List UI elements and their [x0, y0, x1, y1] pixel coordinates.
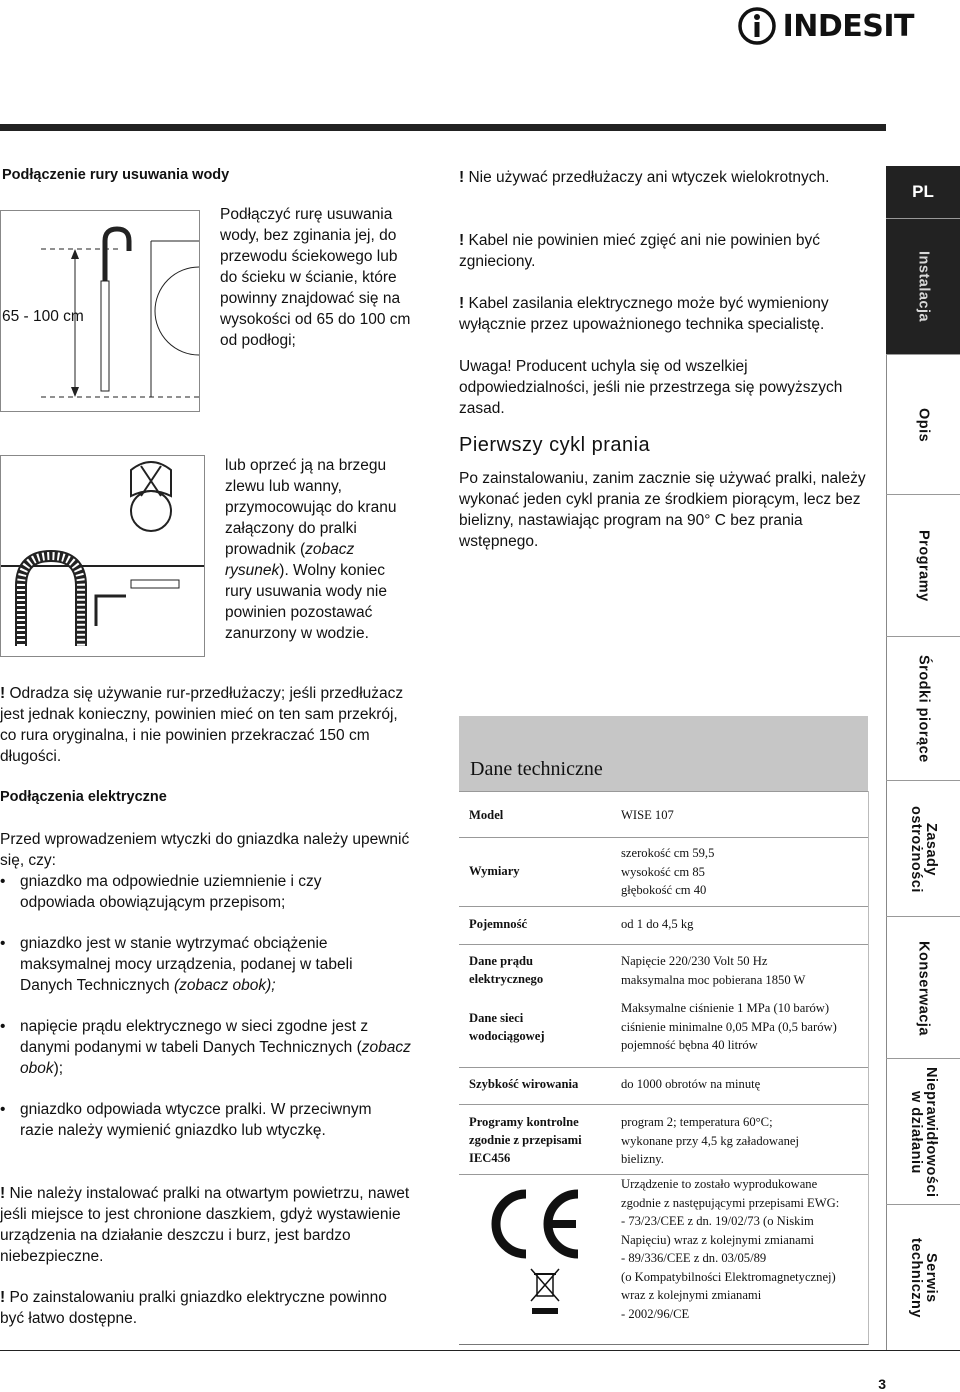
sink-hose-illustration [0, 455, 205, 657]
access-warning: ! Po zainstalowaniu pralki gniazdko elektryczne powinno być łatwo dostępne. [0, 1289, 387, 1327]
tab-nieprawidlowosci[interactable]: Nieprawidłowości w działaniu [886, 1058, 960, 1205]
brand-name: INDESIT [782, 8, 914, 44]
drain-text-1: Podłączyć rurę usuwania wody, bez zginania jej, do przewodu ściekowego lub do ścieku w ścianie, które powinny znajdować się na wysokości od 65 do 100 cm od podłogi; [220, 206, 411, 349]
table-row: Dane prądu elektrycznego Napięcie 220/230 Volt 50 Hz maksymalna moc pobierana 1850 W [459, 944, 868, 1000]
first-cycle-text: Po zainstalowaniu, zanim zacznie się używać pralki, należy wykonać jeden cykl prania ze środkiem piorącym, lecz bez bielizny, nastawiając program na 90° C bez prania wstępnego. [459, 470, 866, 550]
weee-bin [528, 1266, 562, 1321]
ce-mark [478, 1182, 588, 1267]
tab-programy[interactable]: Programy [886, 494, 960, 637]
drain-heading: Podłączenie rury usuwania wody [2, 167, 230, 183]
table-row: Szybkość wirowania do 1000 obrotów na minutę [459, 1067, 868, 1105]
tab-instalacja[interactable]: Instalacja [886, 218, 960, 355]
brand-logo [737, 6, 914, 46]
hose-on-sink-drawing-icon [1, 456, 204, 656]
drain-text-2: lub oprzeć ją na brzegu zlewu lub wanny, przymocowując do kranu załączony do pralki prowadnik (zobacz rysunek). Wolny koniec rury usuwania wody nie powinien pozostawać zanurzony w wodzie. [225, 457, 397, 642]
bullet-1: • gniazdko ma odpowiednie uziemnienie i czy odpowiada obowiązującym przepisom; [0, 873, 322, 911]
footer-rule [0, 1350, 960, 1351]
bullet-4: • gniazdko odpowiada wtyczce pralki. W przeciwnym razie należy wymienić gniazdko lub wtyczkę. [0, 1101, 372, 1139]
extension-warning: ! Odradza się używanie rur-przedłużaczy; jeśli przedłużacz jest jednak konieczny, powinien mieć on ten sam przekrój, co rura oryginalna, i nie powinien przekraczać 150 cm długości. [0, 685, 404, 765]
header-rule [0, 124, 886, 131]
table-row-conformity: Urządzenie to zostało wyprodukowane zgodnie z następującymi przepisami EWG: - 73/23/CEE z dn. 19/02/73 (o Niskim Napięciu) wraz z kolejnymi zmianami - 89/336/CEE z dn. 03/05/89 (o Kompatybilności Elektromagnetycznej) wraz z kolejnymi zmianami - 2002/96/CE [459, 1174, 868, 1345]
tech-table-header [459, 716, 868, 791]
page-number: 3 [878, 1376, 886, 1392]
electrical-intro: Przed wprowadzeniem wtyczki do gniazdka należy upewnić się, czy: [0, 831, 410, 869]
tab-opis[interactable]: Opis [886, 354, 960, 495]
crossed-bin-icon [528, 1266, 562, 1316]
indesit-logo-icon [737, 6, 777, 46]
warning-cable-bend: ! Kabel nie powinien mieć zgięć ani nie powinien być zgnieciony. [459, 232, 821, 270]
table-row: Dane sieci wodociągowej Maksymalne ciśnienie 1 MPa (10 barów) ciśnienie minimalne 0,05 MPa (0,5 barów) pojemność bębna 40 litrów [469, 1001, 837, 1052]
tab-zasady-ostroznosci[interactable]: Zasady ostrożności [886, 780, 960, 917]
table-row: Model WISE 107 [459, 791, 868, 838]
table-row: Programy kontrolne zgodnie z przepisami IEC456 program 2; temperatura 60°C; wykonane przy 4,5 kg załadowanej bielizny. [459, 1104, 868, 1175]
tab-konserwacja[interactable]: Konserwacja [886, 916, 960, 1059]
bullet-2: • gniazdko jest w stanie wytrzymać obciążenie maksymalnej mocy urządzenia, podanej w tabeli Danych Technicznych (zobacz obok); [0, 935, 353, 994]
warning-cable-replace: ! Kabel zasilania elektrycznego może być wymieniony wyłącznie przez upoważnionego technika specialistę. [459, 295, 829, 333]
table-row: Wymiary szerokość cm 59,5 wysokość cm 85 głębokość cm 40 [459, 837, 868, 907]
table-row: Pojemność od 1 do 4,5 kg [459, 906, 868, 945]
warning-no-extensions: ! Nie używać przedłużaczy ani wtyczek wielokrotnych. [459, 169, 830, 186]
first-cycle-heading: Pierwszy cykl prania [459, 434, 651, 456]
tech-table-title: Dane techniczne [470, 758, 603, 780]
ce-mark-icon [478, 1182, 588, 1262]
tab-srodki-piorace[interactable]: Środki piorące [886, 636, 960, 781]
height-measure-label: 65 - 100 cm [2, 308, 84, 325]
bullet-3: • napięcie prądu elektrycznego w sieci zgodne jest z danymi podanymi w tabeli Danych Technicznych (zobacz obok); [0, 1018, 411, 1077]
liability-notice: Uwaga! Producent uchyla się od wszelkiej odpowiedzialności, jeśli nie przestrzega się powyższych zasad. [459, 358, 843, 417]
electrical-heading: Podłączenia elektryczne [0, 789, 167, 805]
tab-serwis-techniczny[interactable]: Serwis techniczny [886, 1204, 960, 1351]
outdoor-warning: ! Nie należy instalować pralki na otwartym powietrzu, nawet jeśli miejsce to jest chronione daszkiem, gdyż wystawienie urządzenia na działanie deszczu i burz, jest bardzo niebezpieczne. [0, 1185, 410, 1265]
language-badge: PL [886, 166, 960, 218]
